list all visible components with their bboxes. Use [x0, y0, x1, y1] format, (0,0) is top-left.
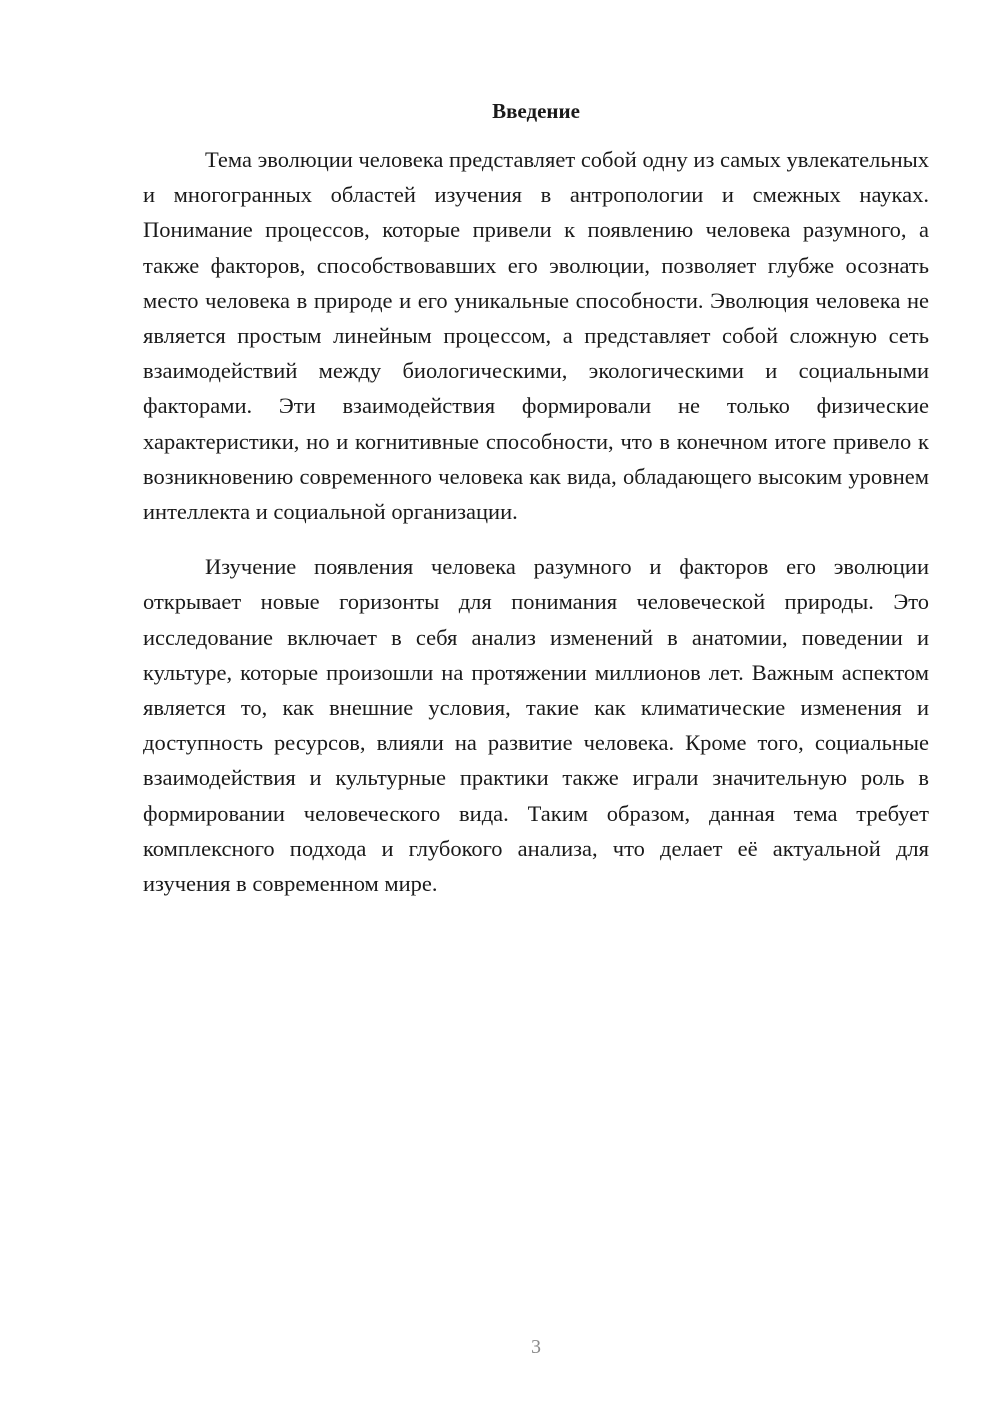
paragraph-1: Тема эволюции человека представляет собой одну из самых увлекательных и многогранных областей изучения в антропологии и смежных науках. Понимание процессов, которые привели к появлению человека разумного, а также факторов, способствовавших его эволюции, позволяет глубже осознать место человека в природе и его уникальные способности. Эволюция человека не является простым линейным процессом, а представляет собой сложную сеть взаимодействий между биологическими, экологическими и социальными факторами. Эти взаимодействия формировали не только физические характеристики, но и когнитивные способности, что в конечном итоге привело к возникновению современного человека как вида, обладающего высоким уровнем интеллекта и социальной организации.	[143, 147, 929, 525]
document-body	[143, 142, 929, 901]
paragraph-2: Изучение появления человека разумного и факторов его эволюции открывает новые горизонты для понимания человеческой природы. Это исследование включает в себя анализ изменений в анатомии, поведении и культуре, которые произошли на протяжении миллионов лет. Важным аспектом является то, как внешние условия, такие как климатические изменения и доступность ресурсов, влияли на развитие человека. Кроме того, социальные взаимодействия и культурные практики также играли значительную роль в формировании человеческого вида. Таким образом, данная тема требует комплексного подхода и глубокого анализа, что делает её актуальной для изучения в современном мире.	[143, 554, 929, 897]
page-number: 3	[531, 1336, 541, 1358]
section-title: Введение	[492, 99, 580, 123]
